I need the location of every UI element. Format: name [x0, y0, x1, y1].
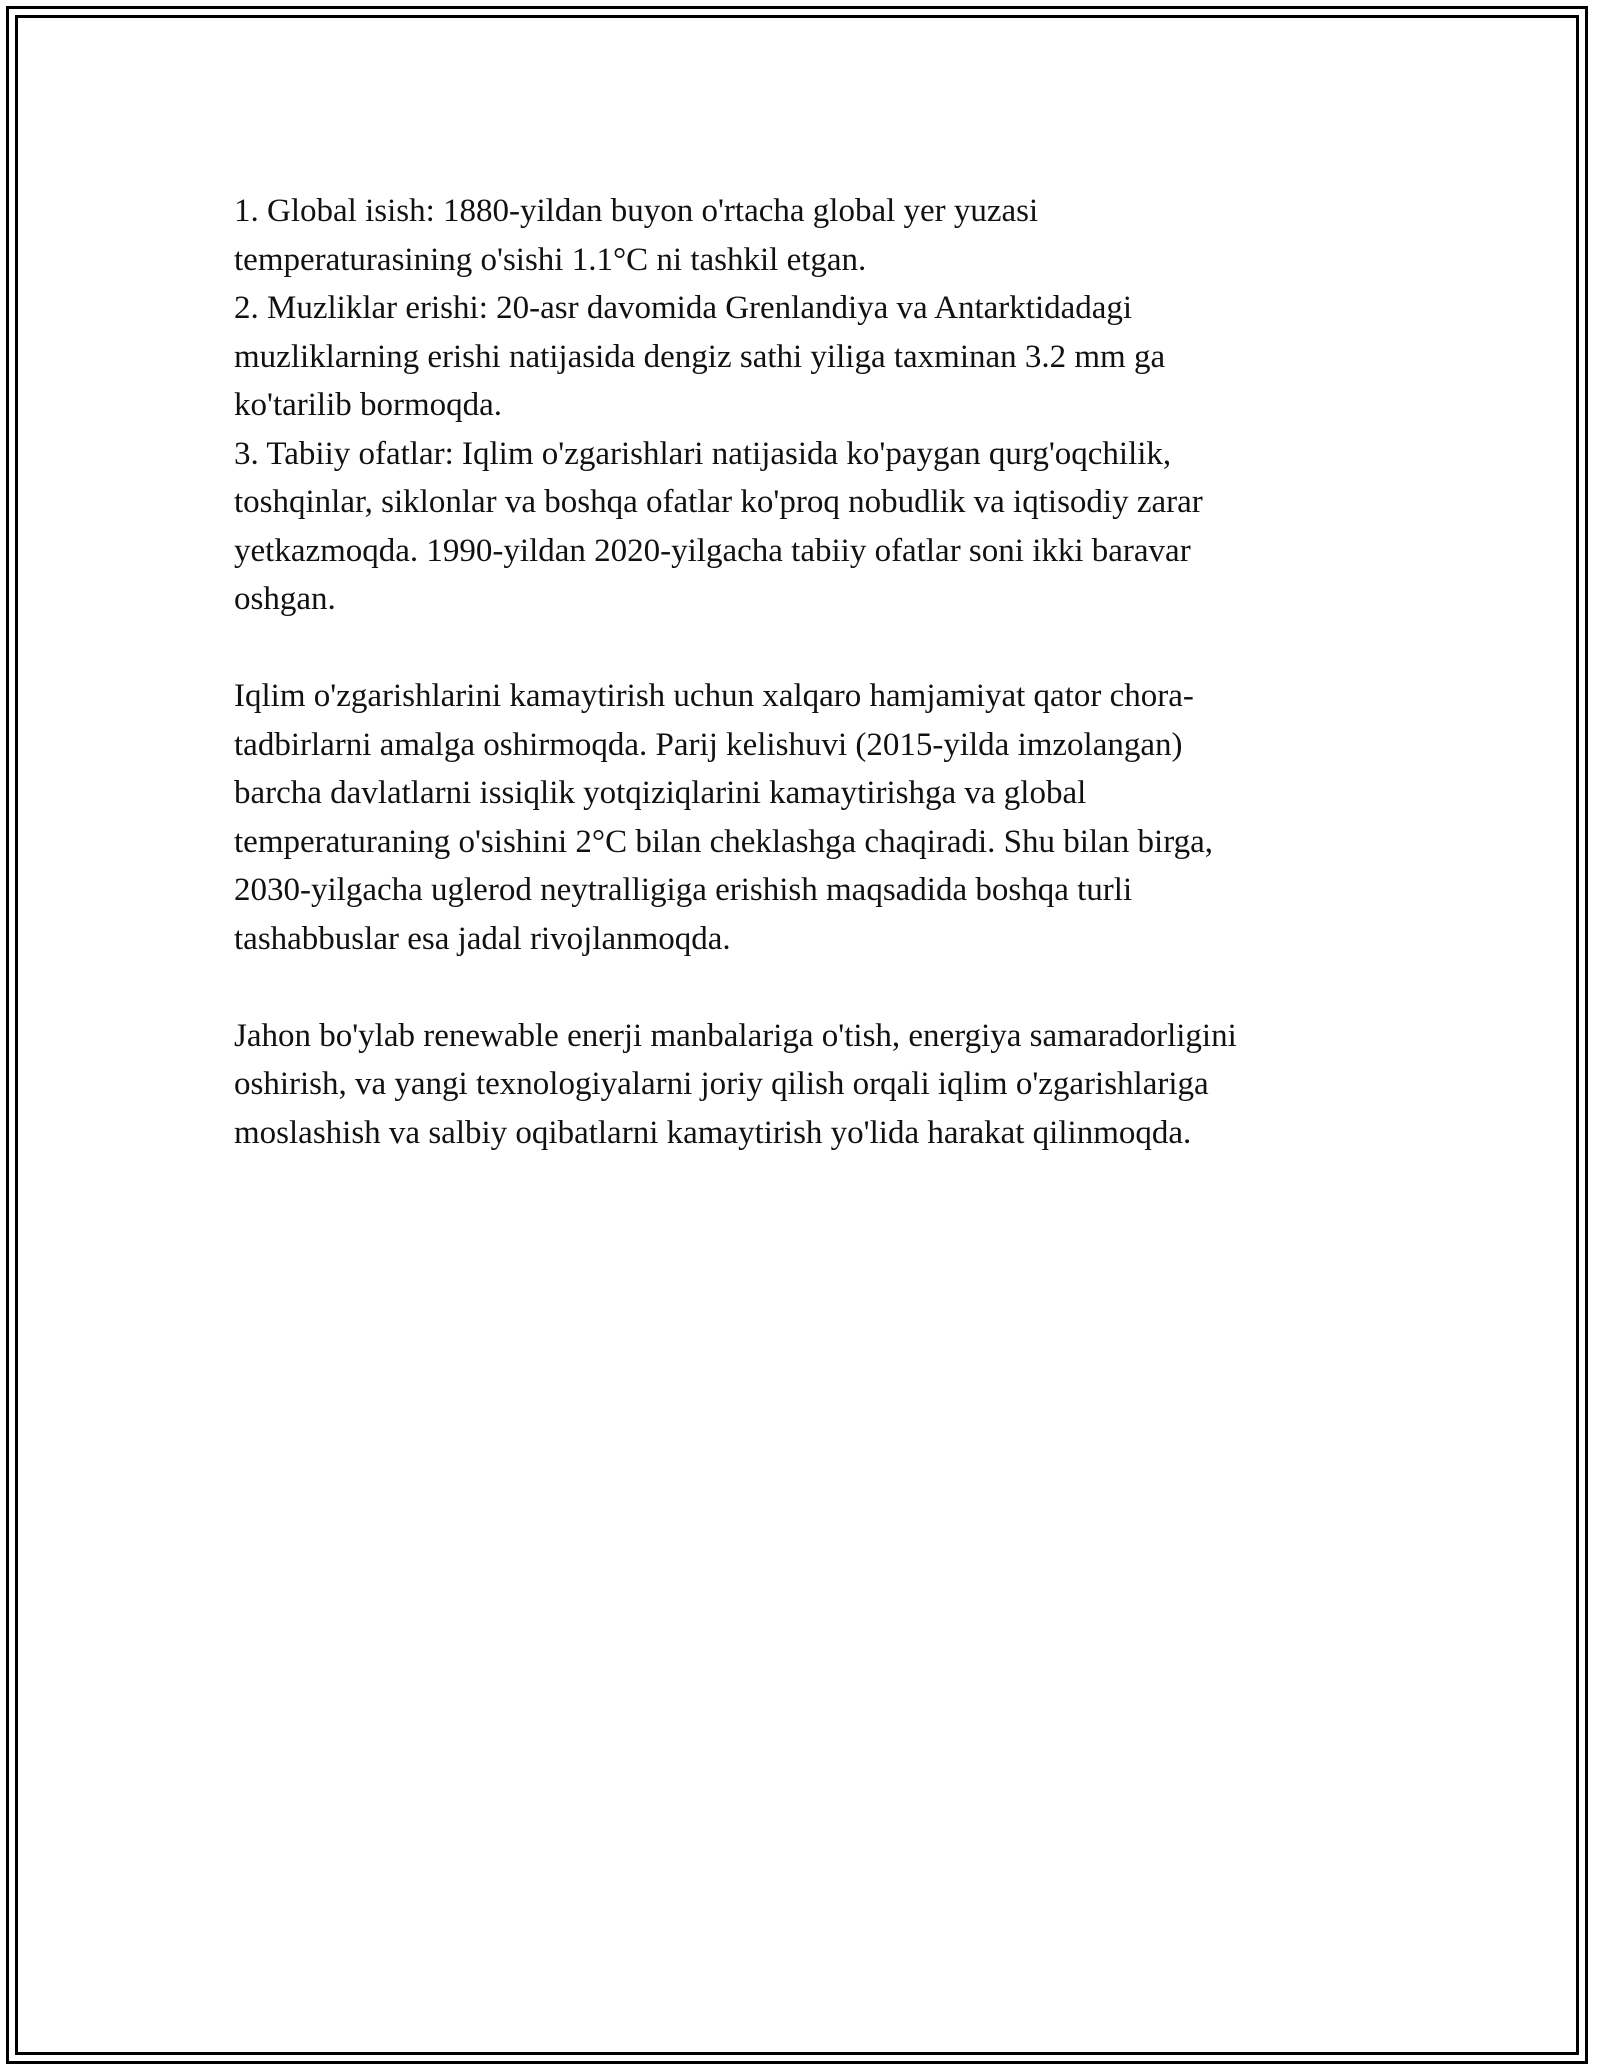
text-line: oshirish, va yangi texnologiyalarni joriy qilish orqali iqlim o'zgarishlariga: [234, 1066, 1209, 1102]
text-line: 2. Muzliklar erishi: 20-asr davomida Grenlandiya va Antarktidadagi: [234, 290, 1133, 326]
text-line: temperaturaning o'sishini 2°C bilan cheklashga chaqiradi. Shu bilan birga,: [234, 823, 1213, 860]
text-line: 2030-yilgacha uglerod neytralligiga erishish maqsadida boshqa turli: [234, 872, 1133, 908]
text-line: 1. Global isish: 1880-yildan buyon o'rtacha global yer yuzasi: [234, 193, 1039, 229]
text-line: moslashish va salbiy oqibatlarni kamaytirish yo'lida harakat qilinmoqda.: [234, 1114, 1192, 1151]
list-item-natural-disasters: [234, 430, 1364, 624]
document-body: [234, 187, 1364, 1157]
text-line: muzliklarning erishi natijasida dengiz sathi yiliga taxminan 3.2 mm ga: [234, 338, 1166, 375]
text-line: tadbirlarni amalga oshirmoqda. Parij kelishuvi (2015-yilda imzolangan): [234, 726, 1183, 763]
text-line: toshqinlar, siklonlar va boshqa ofatlar ko'proq nobudlik va iqtisodiy zarar: [234, 484, 1203, 520]
text-line: Jahon bo'ylab renewable enerji manbalariga o'tish, energiya samaradorligini: [234, 1017, 1237, 1054]
paragraph-spacer: [234, 624, 1364, 673]
text-line: temperaturasining o'sishi 1.1°C ni tashkil etgan.: [234, 241, 867, 278]
paragraph-renewable-energy: [234, 1012, 1364, 1158]
text-line: 3. Tabiiy ofatlar: Iqlim o'zgarishlari natijasida ko'paygan qurg'oqchilik,: [234, 435, 1172, 472]
list-item-glacier-melting: [234, 284, 1364, 430]
text-line: yetkazmoqda. 1990-yildan 2020-yilgacha tabiiy ofatlar soni ikki baravar: [234, 532, 1191, 569]
paragraph-spacer: [234, 963, 1364, 1012]
paragraph-paris-agreement: [234, 672, 1364, 963]
text-line: ko'tarilib bormoqda.: [234, 387, 503, 423]
text-line: Iqlim o'zgarishlarini kamaytirish uchun xalqaro hamjamiyat qator chora-: [234, 678, 1194, 714]
text-line: oshgan.: [234, 581, 336, 617]
text-line: tashabbuslar esa jadal rivojlanmoqda.: [234, 920, 731, 957]
text-line: barcha davlatlarni issiqlik yotqiziqlarini kamaytirishga va global: [234, 775, 1087, 811]
list-item-global-warming: [234, 187, 1364, 284]
